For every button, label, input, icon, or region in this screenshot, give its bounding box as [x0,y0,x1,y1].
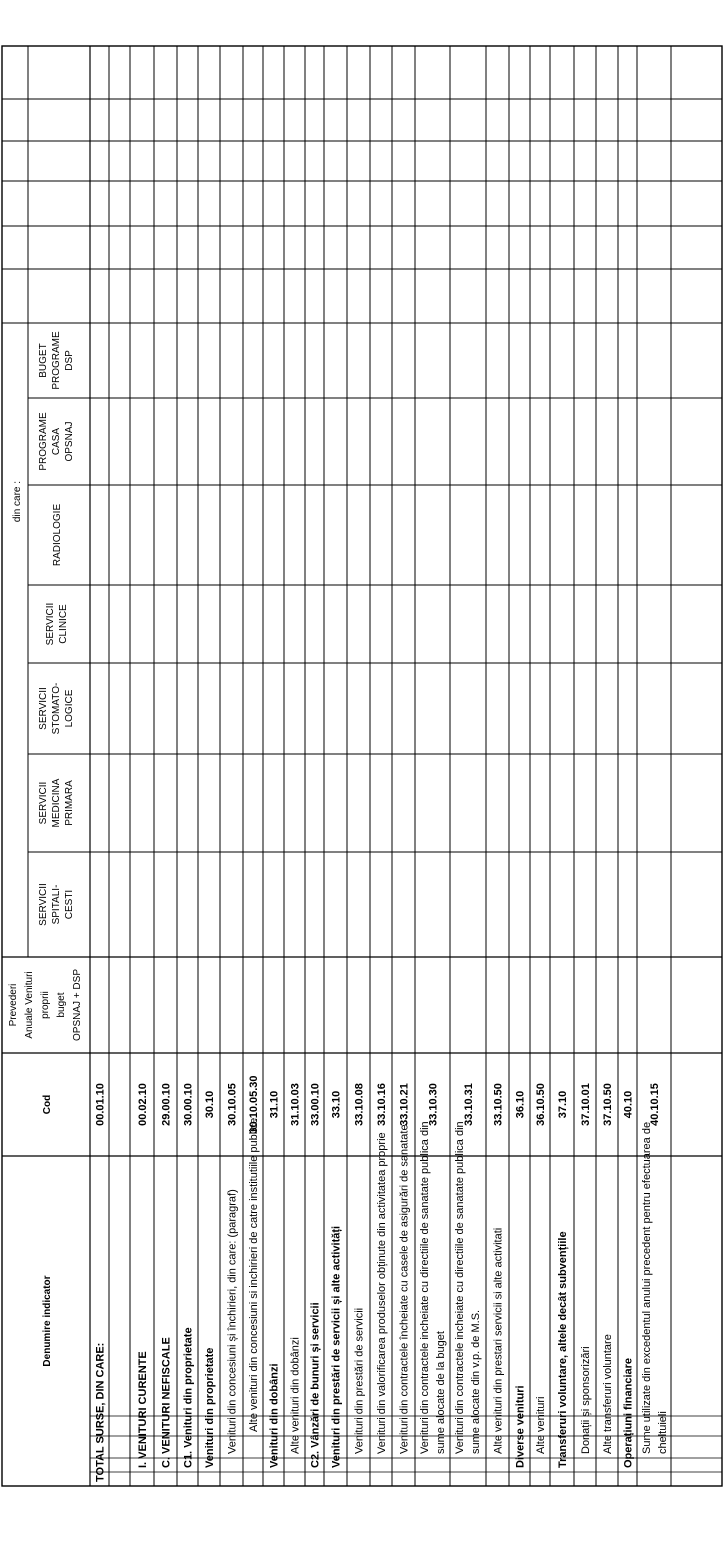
row-indicator-name: Venituri din proprietate [204,1347,216,1468]
table-grid [2,46,722,1486]
table-row [161,1083,173,1468]
row-indicator-name: C2. Vânzări de bunuri și servicii [309,1302,322,1468]
row-indicator-name: sume alocate de la buget [435,1331,447,1454]
row-code: 36.10 [514,1090,527,1119]
table-row [183,1083,195,1468]
row-indicator-name: C1. Venituri din proprietate [182,1327,195,1468]
column-headers [8,331,83,1367]
table-row [227,1083,239,1454]
row-code: 37.10.50 [602,1083,614,1126]
header-sub-column-label: RADIOLOGIE [52,503,63,567]
row-indicator-name: Venituri din concesiuni și închirieri, din care: (paragraf) [226,1189,239,1454]
row-indicator-name: Venituri din contractele încheiate cu casele de asigurări de sanatate [398,1124,411,1454]
row-indicator-name: Alte transferuri voluntare [602,1334,614,1454]
row-indicator-name: TOTAL SURSE, DIN CARE: [94,1342,107,1482]
header-sub-column-label: BUGET [38,343,49,378]
header-sub-column-label: DSP [64,350,75,371]
table-row [331,1091,343,1468]
row-code: 40.10.15 [649,1083,661,1126]
header-prevederi-line: buget [56,992,67,1018]
row-indicator-name: Donații și sponsorizări [580,1346,592,1454]
row-indicator-name: Alte venituri din dobânzi [289,1337,302,1454]
table-row [290,1083,302,1454]
row-code: 33.10.08 [353,1083,366,1126]
table-border [2,46,722,1486]
header-prevederi-line: OPSNAJ + DSP [72,969,83,1041]
row-code: 33.00.10 [309,1083,322,1126]
row-indicator-name: Venituri din contractele incheiate cu directiile de sanatate publica din [454,1121,466,1454]
header-sub-column-label: SERVICII [45,602,56,646]
row-indicator-name: Transferuri voluntare, altele decât subvențiile [557,1231,569,1468]
header-sub-column-label: CLINICE [58,604,69,644]
header-sub-column-label: SERVICII [38,687,49,730]
header-sub-column-label: CASA [51,427,62,456]
row-indicator-name: Operațiuni financiare [622,1357,635,1468]
header-prevederi-line: Prevederi [8,983,19,1027]
table-row [137,1083,149,1468]
table-row [376,1083,388,1454]
header-prevederi [8,969,83,1041]
row-indicator-name: Venituri din dobânzi [268,1363,281,1468]
table-row [580,1083,592,1454]
row-indicator-name: sume alocate din v.p. de M.S. [470,1309,482,1454]
row-indicator-name: C. VENITURI NEFISCALE [160,1337,173,1468]
header-cod: Cod [42,1094,53,1115]
table-row [354,1083,366,1454]
header-prevederi-line: Anuale Venituri [24,971,35,1039]
row-code: 30.00.10 [182,1083,195,1126]
row-indicator-name: Venituri din contractele incheiate cu directiile de sanatate publica din [419,1121,431,1454]
row-indicator-name: Alte venituri din concesiuni si inchirieri de catre institutiile publice [248,1117,260,1432]
row-code: 33.10.21 [398,1083,411,1126]
row-code: 30.10.05.30 [248,1075,260,1134]
row-indicator-name: Venituri din prestări de servicii [353,1307,366,1454]
header-sub-column-label: SPITALI- [51,884,62,925]
header-sub-column-label: OPSNAJ [64,421,75,462]
row-code: 40.10 [622,1090,635,1119]
table-row [515,1091,527,1468]
row-indicator-name: Alte venituri [535,1396,547,1454]
header-sub-column-label: STOMATO- [51,682,62,735]
row-indicator-name: Diverse venituri [514,1385,527,1468]
row-indicator-name: cheltuieli [657,1411,669,1454]
table-row [493,1083,505,1454]
table-row [248,1075,260,1432]
row-code: 30.10.05 [226,1083,239,1126]
header-sub-column-label: PRIMARA [64,780,75,826]
row-indicator-name: Sume utilizate din excedentul anului precedent pentru efectuarea de [641,1121,653,1454]
row-code: 31.10 [268,1090,281,1119]
header-sub-column-label: MEDICINA [51,778,62,828]
header-denumire-indicator: Denumire indicator [42,1275,53,1367]
header-din-care: din care : [12,480,23,523]
table-row [204,1091,216,1468]
row-code: 33.10.16 [376,1083,388,1126]
table-body [95,1075,670,1482]
header-sub-columns [38,331,75,926]
row-code: 33.10.50 [492,1083,505,1126]
row-code: 31.10.03 [289,1083,302,1126]
table-row [557,1091,569,1468]
row-code: 00.01.10 [94,1083,107,1126]
table-row [623,1091,635,1468]
row-code: 29.00.10 [160,1083,173,1126]
row-code: 36.10.50 [535,1083,547,1126]
row-indicator-name: I. VENITURI CURENTE [137,1351,149,1468]
row-code: 00.02.10 [137,1083,149,1126]
table-row [454,1083,482,1454]
row-code: 37.10.01 [580,1083,592,1126]
table-row [269,1091,281,1468]
row-code: 33.10.30 [427,1083,440,1126]
header-sub-column-label: SERVICII [38,781,49,825]
header-sub-column-label: PROGRAME [51,331,62,390]
table-row [641,1083,669,1454]
header-prevederi-line: proprii [40,991,51,1019]
table-row [95,1083,107,1482]
row-code: 30.10 [204,1090,216,1119]
header-sub-column-label: CESTI [64,889,75,920]
table-row [399,1083,411,1454]
table-row [535,1083,547,1454]
table-row [310,1083,322,1468]
row-indicator-name: Venituri din prestări de servicii și alte activități [330,1225,343,1468]
table-row [419,1083,447,1454]
table-row [602,1083,614,1454]
row-code: 33.10.31 [463,1083,475,1126]
header-sub-column-label: SERVICII [38,883,49,926]
row-indicator-name: Venituri din valorificarea produselor obținute din activitatea proprie [376,1132,388,1454]
row-code: 33.10 [330,1090,343,1119]
header-sub-column-label: LOGICE [64,689,75,728]
row-indicator-name: Alte venituri din prestari servicii si alte activitati [492,1227,505,1454]
row-code: 37.10 [557,1090,569,1119]
header-sub-column-label: PROGRAME [38,412,49,471]
